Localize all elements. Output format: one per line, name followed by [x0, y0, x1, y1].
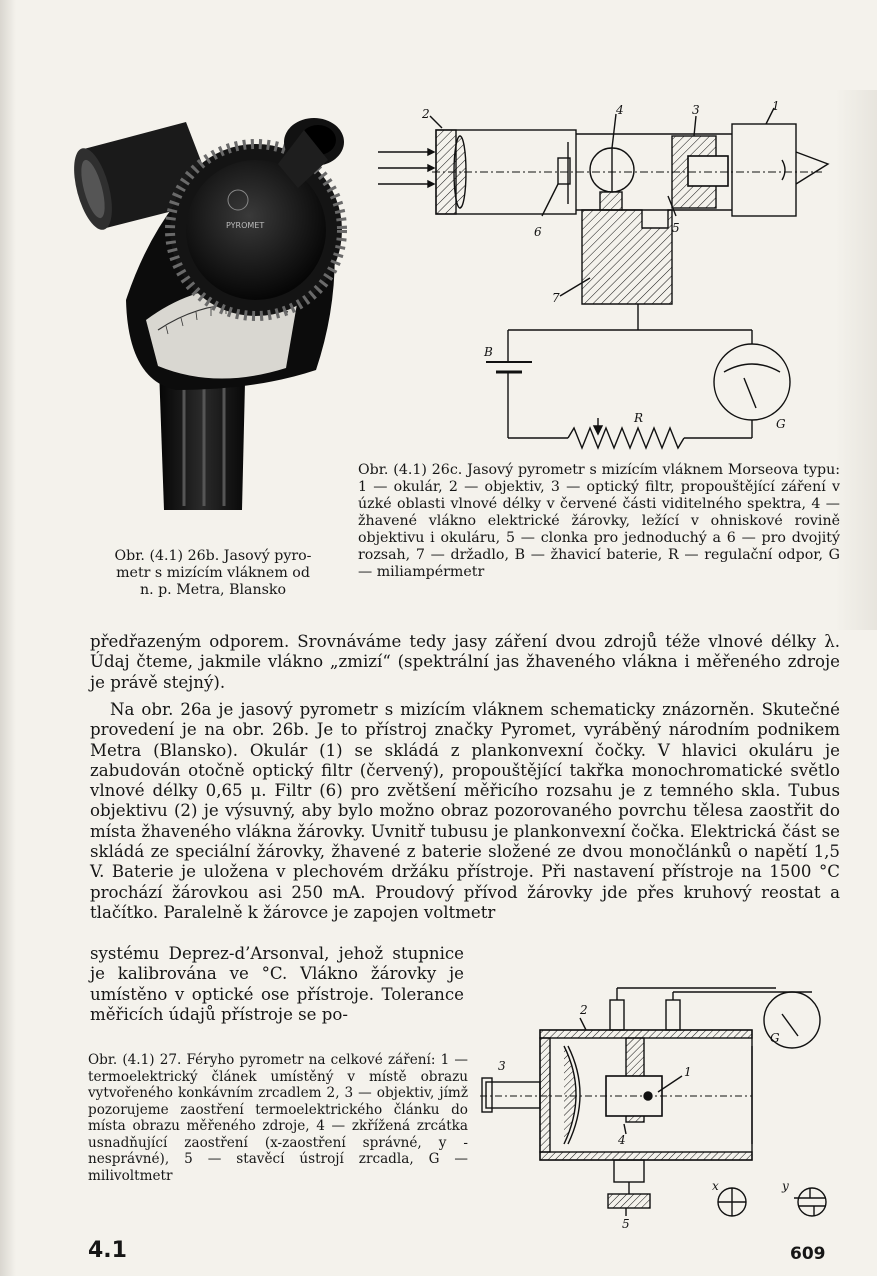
figure-27-label: y [782, 1179, 789, 1193]
paragraph-1: předřazeným odporem. Srovnáváme tedy jasy záření dvou zdrojů téže vlnové délky λ. Údaj čteme, jakmile vlákno „zmizí“ (spektrální jas žhaveného vlákna i měřeného zdroje je právě stejný). [90, 632, 840, 692]
figure-26c-label: 6 [534, 225, 542, 239]
figure-27-caption: Obr. (4.1) 27. Féryho pyrometr na celkové záření: 1 — termoelektrický článek umístěný v místě obrazu vytvořeného konkávním zrcadlem 2, 3 — objektiv, jímž pozorujeme zaostření termoelektrického článku do místa obrazu měřeného zdroje, 4 — zkřížená zrcátka usnadňující zaostření (x-zaostření správné, y - nesprávné), 5 — stavěcí ústrojí zrcadla, G — milivoltmetr [88, 1052, 468, 1184]
figure-26c-caption: Obr. (4.1) 26c. Jasový pyrometr s mizícím vláknem Morseova typu: 1 — okulár, 2 — objektiv, 3 — optický filtr, propouštějící záření v úzké oblasti vlnové délky v červené části viditelného spektra, 4 — žhavené vlákno elektrické žárovky, ležící v ohniskové rovině objektivu i okuláru, 5 — clonka pro jednoduchý a 6 — pro dvojitý rozsah, 7 — držadlo, B — žhavicí baterie, R — regulační odpor, G — miliampérmetr [358, 462, 840, 580]
figure-27-label: G [770, 1031, 780, 1045]
brand-label: PYROMET [226, 221, 265, 230]
figure-26c-label: G [776, 417, 786, 431]
section-label: 4.1 [88, 1238, 127, 1263]
figure-26c-label: R [634, 411, 644, 425]
figure-27-label: x [712, 1179, 719, 1193]
figure-26b-caption-line: Obr. (4.1) 26b. Jasový pyro- [114, 548, 312, 564]
figure-27-label: 2 [580, 1003, 588, 1017]
figure-26b-caption [88, 548, 338, 599]
paragraph-3: systému Deprez-d’Arsonval, jehož stupnice je kalibrována ve °C. Vlákno žárovky je umístěno v optické ose přístroje. Tolerance měřicích údajů přístroje se po- [90, 944, 464, 1024]
figure-26b-caption-line: n. p. Metra, Blansko [139, 582, 287, 598]
figure-26c-label: 2 [422, 107, 430, 121]
figure-26c-label: 3 [692, 103, 700, 117]
pyrometer-photo [66, 90, 356, 530]
figure-27-label: 4 [618, 1133, 626, 1147]
figure-26c-label: 4 [616, 103, 624, 117]
figure-27-label: 1 [684, 1065, 692, 1079]
figure-26b-caption-line: metr s mizícím vláknem od [116, 565, 310, 581]
figure-26c-label: 1 [772, 100, 780, 113]
page-number: 609 [790, 1244, 826, 1264]
figure-26c-schematic [372, 100, 852, 460]
paragraph-2: Na obr. 26a je jasový pyrometr s mizícím vláknem schematicky znázorněn. Skutečné provedení je na obr. 26b. Je to přístroj značky Pyromet, vyráběný národním podnikem Metra (Blansko). Okulár (1) se skládá z plankonvexní čočky. V hlavici okuláru je zabudován otočně optický filtr (červený), propouštějící takřka monochromatické světlo vlnové délky 0,65 μ. Filtr (6) pro zvětšení měřicího rozsahu je z temného skla. Tubus objektivu (2) je výsuvný, aby bylo možno obraz pozorovaného povrchu tělesa zaostřit do místa žhaveného vlákna žárovky. Uvnitř tubusu je plankonvexní čočka. Elektrická část se skládá ze speciální žárovky, žhavené z baterie složené ze dvou monočlánků o napětí 1,5 V. Baterie je uložena v plechovém držáku přístroje. Při nastavení přístroje na 1500 °C prochází žárovkou asi 250 mA. Proudový přívod žárovky jde přes kruhový reostat a tlačítko. Paralelně k žárovce je zapojen voltmetr [90, 700, 840, 922]
figure-26c-label: B [484, 345, 493, 359]
figure-27-label: 3 [498, 1059, 506, 1073]
figure-27-label: 5 [622, 1217, 630, 1230]
figure-26c-label: 5 [672, 221, 680, 235]
figure-26c-label: 7 [552, 291, 560, 305]
figure-27-schematic [476, 984, 848, 1230]
scan-edge-shadow [0, 0, 16, 1276]
